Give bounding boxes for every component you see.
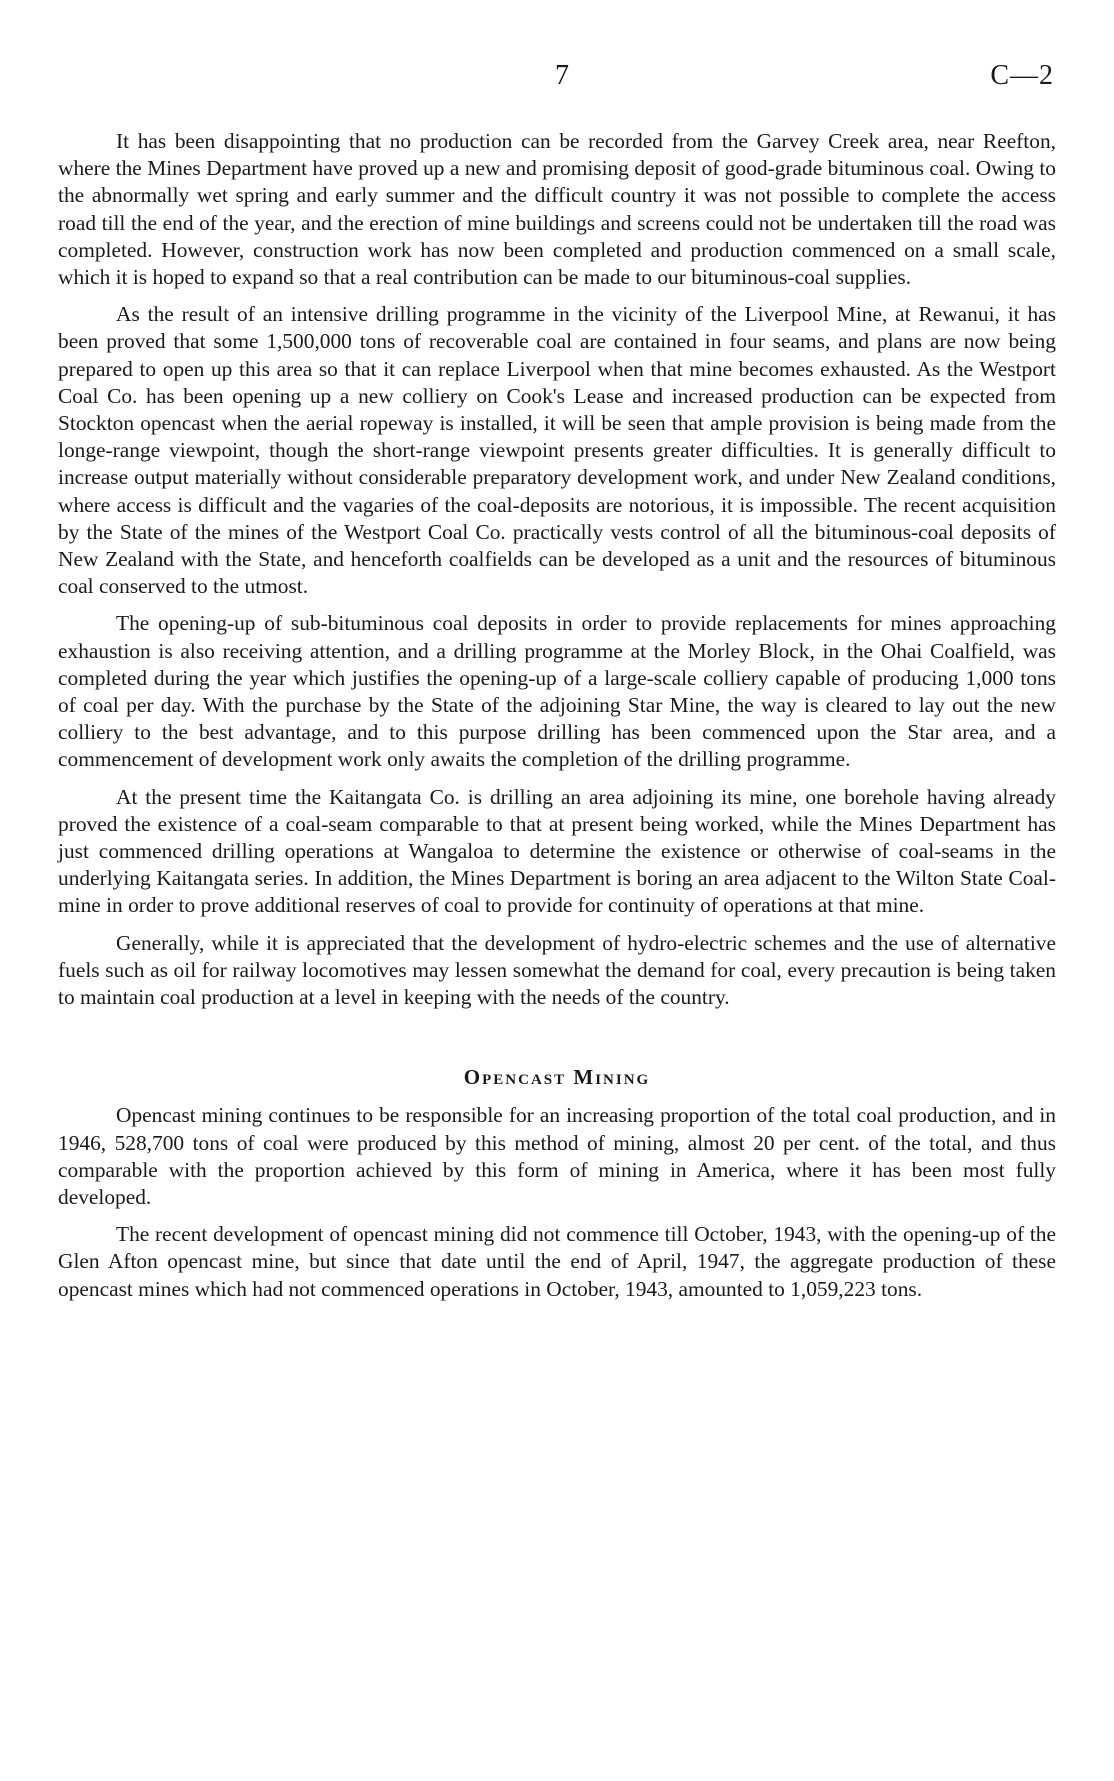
paragraph-garvey-creek: It has been disappointing that no production can be recorded from the Garvey Creek area, near Reefton, where the Mines Department have proved up a new and promising deposit of good-grade bituminous coal. Owing to the abnormally wet spring and early summer and the difficult country it was not possible to complete the access road till the end of the year, and the erection of mine buildings and screens could not be undertaken till the road was completed. However, construction work has now been completed and production commenced on a small scale, which it is hoped to expand so that a real contribution can be made to our bituminous-coal supplies. xyxy=(58,129,1056,290)
paragraph-sub-bituminous: The opening-up of sub-bituminous coal deposits in order to provide replacements for mines approaching exhaustion is also receiving attention, and a drilling programme at the Morley Block, in the Ohai Coalfield, was completed during the year which justifies the opening-up of a large-scale colliery capable of producing 1,000 tons of coal per day. With the purchase by the State of the adjoining Star Mine, the way is cleared to lay out the new colliery to the best advantage, and to this purpose drilling has been commenced upon the Star area, and a commencement of development work only awaits the completion of the drilling programme. xyxy=(58,611,1056,772)
section-heading: Opencast Mining xyxy=(463,1065,651,1090)
paragraph-opencast-development: The recent development of opencast mining did not commence till October, 1943, with the opening-up of the Glen Afton opencast mine, but since that date until the end of April, 1947, the aggregate production of these opencast mines which had not commenced operations in October, 1943, amounted to 1,059,223 tons. xyxy=(58,1222,1056,1301)
document-reference: C—2 xyxy=(990,60,1054,91)
paragraph-generally: Generally, while it is appreciated that the development of hydro-electric schemes and the use of alternative fuels such as oil for railway locomotives may lessen somewhat the demand for coal, every precaution is being taken to maintain coal production at a level in keeping with the needs of the country. xyxy=(58,930,1056,1010)
page-header xyxy=(0,60,1114,100)
page-number: 7 xyxy=(555,60,569,91)
paragraph-kaitangata: At the present time the Kaitangata Co. is drilling an area adjoining its mine, one borehole having already proved the existence of a coal-seam comparable to that at present being worked, while the Mines Department has just commenced drilling operations at Wangaloa to determine the existence or otherwise of coal-seams in the underlying Kaitangata series. In addition, the Mines Department is boring an area adjacent to the Wilton State Coal-mine in order to prove additional reserves of coal to provide for continuity of operations at that mine. xyxy=(58,784,1056,918)
paragraph-opencast-proportion: Opencast mining continues to be responsible for an increasing proportion of the total coal production, and in 1946, 528,700 tons of coal were produced by this method of mining, almost 20 per cent. of the total, and thus comparable with the proportion achieved by this form of mining in America, where it has been most fully developed. xyxy=(58,1103,1056,1209)
paragraph-liverpool-mine: As the result of an intensive drilling programme in the vicinity of the Liverpool Mine, at Rewanui, it has been proved that some 1,500,000 tons of recoverable coal are contained in four seams, and plans are now being prepared to open up this area so that it can replace Liverpool when that mine becomes exhausted. As the Westport Coal Co. has been opening up a new colliery on Cook's Lease and increased production can be expected from Stockton opencast when the aerial ropeway is installed, it will be seen that ample provision is being made from the longe-range viewpoint, though the short-range viewpoint presents greater difficulties. It is generally difficult to increase output materially without considerable preparatory development work, and under New Zealand conditions, where access is difficult and the vagaries of the coal-deposits are notorious, it is impossible. The recent acquisition by the State of the mines of the Westport Coal Co. practically vests control of all the bituminous-coal deposits of New Zealand with the State, and henceforth coalfields can be developed as a unit and the resources of bituminous coal conserved to the utmost. xyxy=(58,302,1056,599)
body-text xyxy=(58,128,1056,1313)
